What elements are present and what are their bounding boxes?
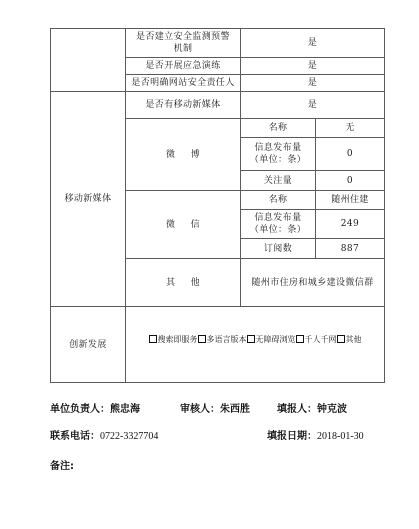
security-officer-label: 是否明确网站安全责任人 bbox=[126, 75, 241, 92]
innovation-option-label: 多语言版本 bbox=[206, 335, 247, 344]
reviewer-label: 审核人： bbox=[180, 404, 220, 415]
weixin-label: 微 信 bbox=[126, 191, 241, 259]
innovation-option-other bbox=[337, 335, 362, 345]
innovation-option-label: 千人千网 bbox=[304, 335, 337, 344]
innovation-section-label: 创新发展 bbox=[51, 307, 126, 383]
remarks-label: 备注: bbox=[50, 461, 74, 472]
innovation-option-search-service bbox=[149, 335, 198, 345]
weixin-subscribers-value: 887 bbox=[316, 239, 385, 259]
reviewer-value: 朱西胜 bbox=[220, 404, 250, 415]
security-monitoring-label-line1: 是否建立安全监测预警 bbox=[135, 32, 230, 42]
emergency-drill-label: 是否开展应急演练 bbox=[126, 58, 241, 75]
filler-value: 钟克波 bbox=[317, 404, 347, 415]
security-monitoring-value: 是 bbox=[241, 29, 385, 58]
weixin-posts-label-line1: 信息发布量 bbox=[254, 213, 302, 223]
contact-phone bbox=[50, 431, 158, 443]
mobile-media-section-label: 移动新媒体 bbox=[51, 92, 126, 307]
innovation-option-label: 其他 bbox=[345, 335, 362, 344]
filler-label: 填报人： bbox=[277, 404, 317, 415]
unit-head-label: 单位负责人： bbox=[50, 404, 110, 415]
has-mobile-media-label: 是否有移动新媒体 bbox=[126, 92, 241, 119]
innovation-option-label: 搜索即服务 bbox=[157, 335, 198, 344]
report-date bbox=[267, 431, 364, 443]
checkbox-icon bbox=[198, 335, 206, 343]
weibo-posts-label bbox=[241, 138, 316, 171]
report-date-label: 填报日期： bbox=[267, 431, 317, 442]
weibo-posts-label-line1: 信息发布量 bbox=[254, 143, 302, 153]
innovation-option-label: 无障碍浏览 bbox=[255, 335, 296, 344]
weibo-followers-value: 0 bbox=[316, 171, 385, 191]
innovation-option-multilingual bbox=[198, 335, 247, 345]
checkbox-icon bbox=[337, 335, 345, 343]
security-monitoring-label-line2: 机制 bbox=[173, 44, 193, 54]
contact-phone-value: 0722-3327704 bbox=[100, 431, 159, 442]
weibo-name-label: 名称 bbox=[241, 119, 316, 138]
unit-head-value: 熊忠海 bbox=[110, 404, 140, 415]
security-officer-value: 是 bbox=[241, 75, 385, 92]
security-section-cell bbox=[51, 29, 126, 92]
weixin-posts-label-line2: （单位：条） bbox=[249, 225, 307, 235]
checkbox-icon bbox=[149, 335, 157, 343]
security-monitoring-label bbox=[126, 29, 241, 58]
unit-head bbox=[50, 404, 140, 416]
weibo-name-value: 无 bbox=[316, 119, 385, 138]
weibo-posts-value: 0 bbox=[316, 138, 385, 171]
weixin-subscribers-label: 订阅数 bbox=[241, 239, 316, 259]
innovation-options bbox=[126, 307, 385, 383]
report-date-value: 2018-01-30 bbox=[317, 431, 364, 442]
report-table bbox=[50, 28, 385, 383]
emergency-drill-value: 是 bbox=[241, 58, 385, 75]
weibo-posts-label-line2: （单位：条） bbox=[249, 155, 307, 165]
checkbox-icon bbox=[247, 335, 255, 343]
has-mobile-media-value: 是 bbox=[241, 92, 385, 119]
contact-phone-label: 联系电话： bbox=[50, 431, 100, 442]
weibo-followers-label: 关注量 bbox=[241, 171, 316, 191]
weixin-name-label: 名称 bbox=[241, 191, 316, 210]
other-media-value: 随州市住房和城乡建设微信群 bbox=[241, 259, 385, 307]
weixin-posts-value: 249 bbox=[316, 210, 385, 239]
filler bbox=[277, 404, 347, 416]
innovation-option-accessibility bbox=[247, 335, 296, 345]
checkbox-icon bbox=[296, 335, 304, 343]
weixin-posts-label bbox=[241, 210, 316, 239]
weixin-name-value: 随州住建 bbox=[316, 191, 385, 210]
other-media-label: 其 他 bbox=[126, 259, 241, 307]
weibo-label: 微 博 bbox=[126, 119, 241, 191]
innovation-option-personalized bbox=[296, 335, 337, 345]
reviewer bbox=[180, 404, 250, 416]
